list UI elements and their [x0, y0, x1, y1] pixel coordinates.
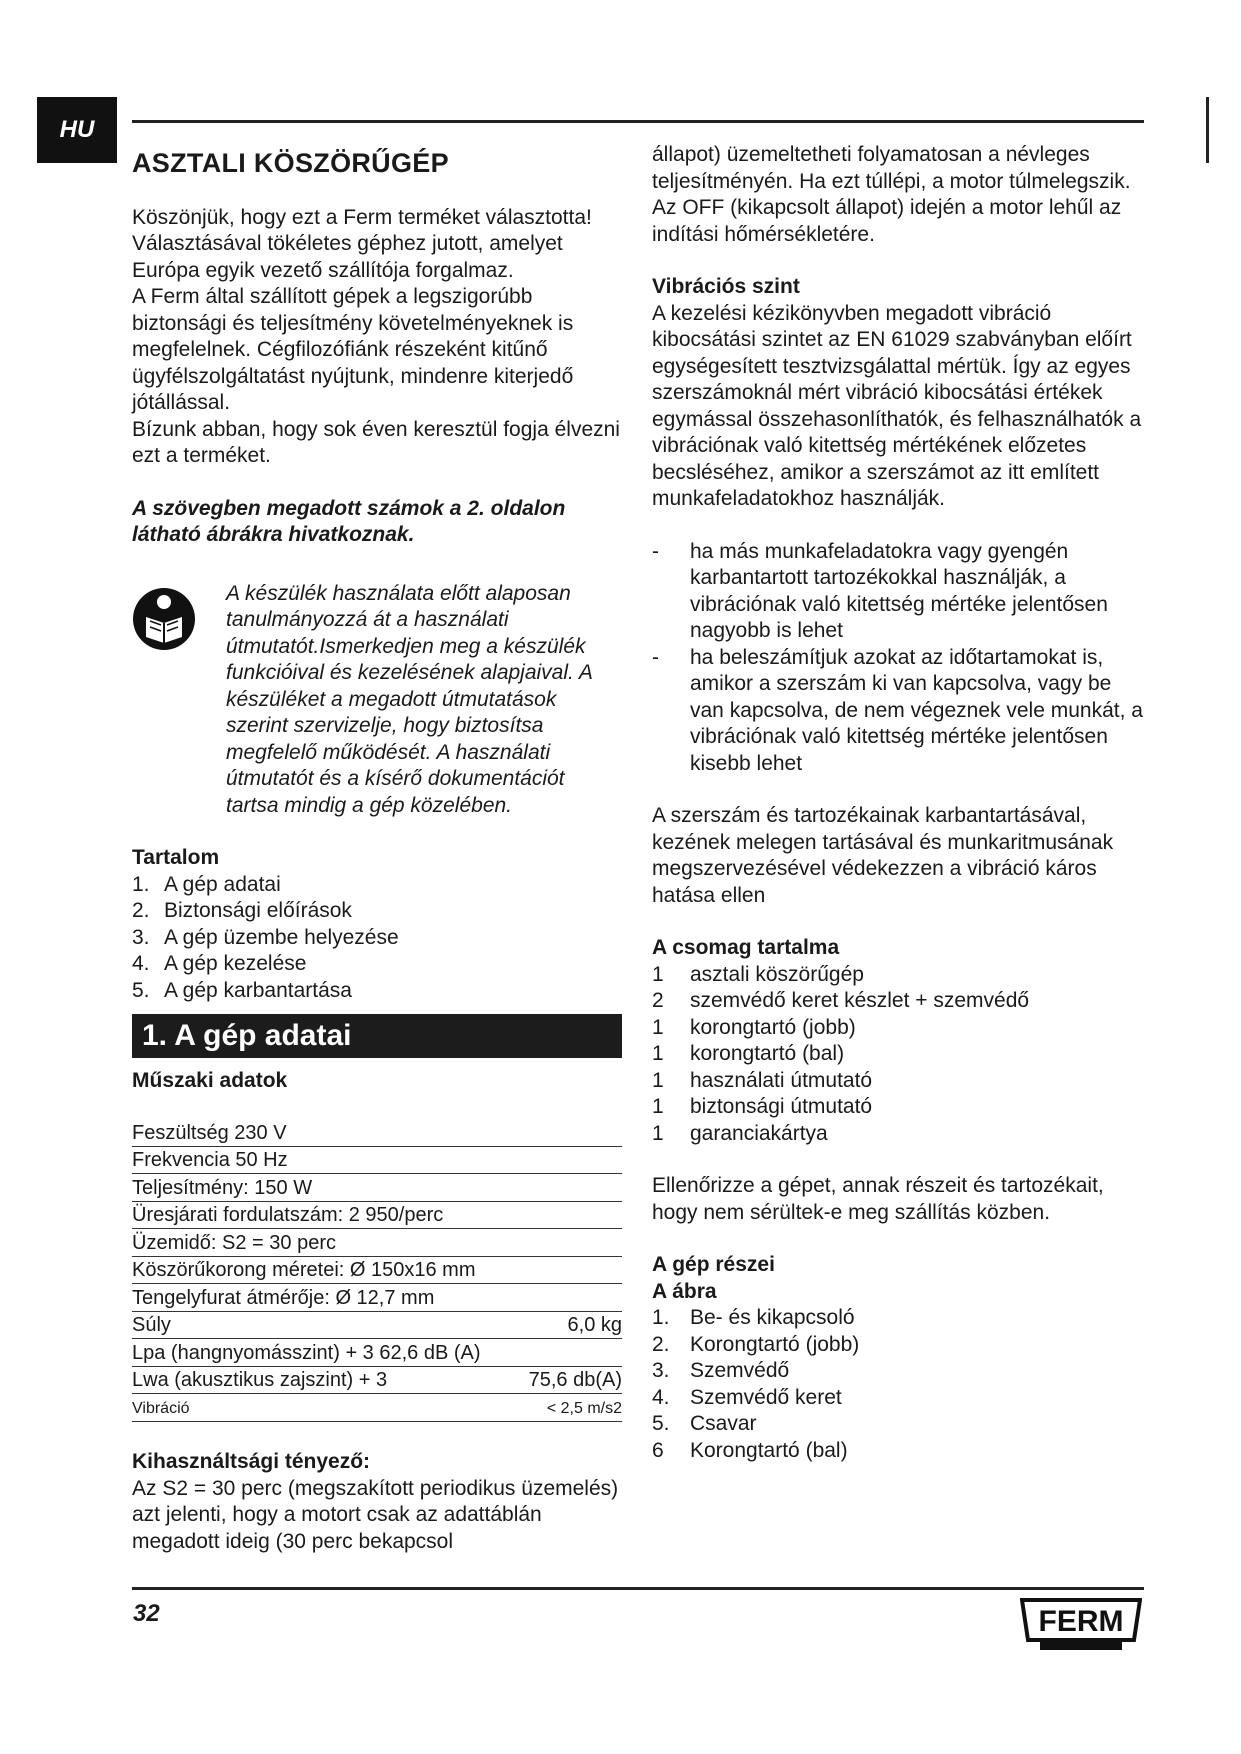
parts-list — [652, 1305, 1144, 1464]
qty: 1 — [652, 1068, 664, 1092]
part-label: Csavar — [690, 1412, 757, 1435]
spec-value: < 2,5 m/s2 — [546, 1399, 622, 1417]
intro-paragraph-3: Bízunk abban, hogy sok éven keresztül fogja élvezni ezt a terméket. — [132, 417, 620, 467]
bottom-rule — [132, 1587, 1144, 1590]
part-num: 3. — [652, 1359, 670, 1382]
page-number: 32 — [133, 1600, 160, 1627]
toc-label: A gép üzembe helyezése — [164, 925, 399, 949]
spec-label: Üzemidő: S2 = 30 perc — [132, 1231, 336, 1254]
qty: 1 — [652, 1095, 664, 1118]
spec-row — [132, 1176, 622, 1202]
bullet-text: ha beleszámítjuk azokat az időtartamokat is, amikor a szerszám ki van kapcsolva, vagy be van kapcsolva, de nem végeznek vele munkát, a vibrációnak való kitettség mértéke jelentősen kisebb lehet — [690, 645, 1143, 775]
ferm-logo — [1020, 1596, 1142, 1652]
toc-item — [132, 898, 622, 925]
part-label: Korongtartó (jobb) — [690, 1332, 860, 1356]
spec-row — [132, 1286, 622, 1312]
maintenance-text: A szerszám és tartozékainak karbantartásával, kezének melegen tartásával és munkaritmusának megszervezésével védekezzen a vibráció káros hatása ellen — [652, 804, 1114, 907]
list-item — [652, 1438, 1144, 1465]
spec-row — [132, 1396, 622, 1422]
list-item — [652, 1411, 1144, 1438]
package-heading: A csomag tartalma — [652, 936, 840, 959]
list-item — [652, 1041, 1144, 1068]
part-label: Szemvédő keret — [690, 1385, 842, 1409]
list-item — [652, 1305, 1144, 1332]
bullet-item — [652, 645, 1144, 778]
warning-block — [132, 581, 622, 820]
duty-heading: Kihasználtsági tényező: — [132, 1450, 371, 1473]
item-label: garanciakártya — [690, 1121, 828, 1145]
toc-num: 1. — [132, 872, 150, 896]
list-item — [652, 1068, 1144, 1095]
part-num: 1. — [652, 1306, 670, 1329]
spec-value: 75,6 db(A) — [528, 1369, 622, 1391]
spec-row — [132, 1121, 622, 1147]
package-list — [652, 962, 1144, 1148]
intro-paragraph-2: A Ferm által szállított gépek a legszigorúbb biztonsági és teljesítmény követelményeknek is megfelelnek. Cégfilozófiánk részeként kitűnő ügyfélszolgáltatást nyújtunk, mindenre kiterjedő jótállással. — [132, 285, 574, 414]
list-item — [652, 988, 1144, 1015]
item-label: használati útmutató — [690, 1068, 873, 1092]
spec-label: Teljesítmény: 150 W — [132, 1176, 313, 1199]
spec-label: Frekvencia 50 Hz — [132, 1149, 288, 1171]
read-manual-icon — [132, 587, 196, 651]
toc-item — [132, 951, 622, 978]
item-label: korongtartó (bal) — [690, 1042, 845, 1065]
parts-subheading: A ábra — [652, 1279, 717, 1303]
spec-row — [132, 1341, 622, 1367]
toc-num: 5. — [132, 978, 150, 1002]
spec-row — [132, 1313, 622, 1339]
bullet-text: ha más munkafeladatokra vagy gyengén karbantartott tartozékokkal használják, a vibrációnak való kitettség mértéke jelentősen nagyobb is lehet — [690, 539, 1108, 642]
qty: 2 — [652, 989, 664, 1012]
intro-paragraph-1: Köszönjük, hogy ezt a Ferm terméket választotta! Választásával tökéletes géphez jutott, amelyet Európa egyik vezető szállítója forgalmaz. — [132, 205, 592, 282]
list-item — [652, 1332, 1144, 1359]
spec-row — [132, 1148, 622, 1174]
list-item — [652, 1015, 1144, 1042]
warning-text: A készülék használata előtt alaposan tanulmányozzá át a használati útmutatót.Ismerkedjen meg a készülék funkcióival és kezelésének alapjaival. A készüléket a megadott útmutatások szerint szervizelje, hogy biztosítsa megfelelő működését. A használati útmutatót és a kísérő dokumentációt tartsa mindig a gép közelében. — [226, 581, 593, 817]
part-num: 5. — [652, 1412, 670, 1435]
page-title: ASZTALI KÖSZÖRŰGÉP — [132, 148, 449, 178]
bullet-item — [652, 539, 1144, 645]
right-column — [652, 142, 1144, 1464]
toc-label: A gép karbantartása — [164, 978, 352, 1002]
svg-text:FERM: FERM — [1038, 1605, 1124, 1638]
duty-text: Az S2 = 30 perc (megszakított periodikus üzemelés) azt jelenti, hogy a motort csak az adattáblán megadott ideig (30 perc bekapcsol — [132, 1476, 619, 1553]
spec-row — [132, 1203, 622, 1229]
toc-num: 3. — [132, 925, 150, 949]
duty-continuation: állapot) üzemeltetheti folyamatosan a névleges teljesítményén. Ha ezt túllépi, a motor túlmelegszik. Az OFF (kikapcsolt állapot) idején a motor lehűl az indítási hőmérsékletére. — [652, 143, 1131, 246]
bullet-dash: - — [652, 645, 659, 669]
figure-note: A szövegben megadott számok a 2. oldalon látható ábrákra hivatkoznak. — [132, 496, 566, 546]
spec-row — [132, 1231, 622, 1257]
list-item — [652, 1358, 1144, 1385]
spec-label: Köszörűkorong méretei: Ø 150x16 mm — [132, 1259, 476, 1281]
item-label: korongtartó (jobb) — [690, 1015, 856, 1039]
toc-label: Biztonsági előírások — [164, 899, 352, 922]
qty: 1 — [652, 962, 664, 986]
part-label: Be- és kikapcsoló — [690, 1306, 855, 1329]
list-item — [652, 1121, 1144, 1148]
toc-item — [132, 978, 622, 1005]
part-num: 2. — [652, 1332, 670, 1356]
parts-heading: A gép részei — [652, 1253, 775, 1276]
spec-label: Üresjárati fordulatszám: 2 950/perc — [132, 1204, 444, 1226]
toc-item — [132, 925, 622, 952]
spec-row — [132, 1258, 622, 1284]
spec-label: Lwa (akusztikus zajszint) + 3 — [132, 1369, 388, 1391]
part-label: Korongtartó (bal) — [690, 1438, 848, 1462]
item-label: szemvédő keret készlet + szemvédő — [690, 989, 1030, 1012]
spec-label: Tengelyfurat átmérője: Ø 12,7 mm — [132, 1286, 435, 1309]
spec-value: 6,0 kg — [567, 1314, 622, 1336]
table-of-contents — [132, 845, 622, 1004]
spec-label: Lpa (hangnyomásszint) + 3 62,6 dB (A) — [132, 1341, 481, 1364]
qty: 1 — [652, 1121, 664, 1145]
spec-label: Súly — [132, 1314, 171, 1336]
part-num: 6 — [652, 1438, 664, 1462]
list-item — [652, 1094, 1144, 1121]
part-label: Szemvédő — [690, 1359, 790, 1382]
toc-num: 2. — [132, 899, 150, 922]
vibration-heading: Vibrációs szint — [652, 275, 800, 298]
spec-label: Vibráció — [132, 1399, 190, 1417]
specs-heading: Műszaki adatok — [132, 1069, 288, 1092]
item-label: asztali köszörűgép — [690, 962, 864, 986]
side-mark — [1206, 97, 1209, 163]
toc-label: A gép kezelése — [164, 952, 307, 975]
part-num: 4. — [652, 1385, 670, 1409]
vibration-text: A kezelési kézikönyvben megadott vibráció kibocsátási szintet az EN 61029 szabványban előírt egységesített tesztvizsgálattal mértük. Így az egyes szerszámoknál mért vibráció kibocsátási értékek egymással összehasonlíthatók, és felhasználhatók a vibrációnak való kitettség mértékének előzetes becsléséhez, amikor a szerszámot az itt említett munkafeladatokhoz használják. — [652, 301, 1142, 510]
top-rule — [132, 120, 1144, 123]
check-text: Ellenőrizze a gépet, annak részeit és tartozékait, hogy nem sérültek-e meg szállítás közben. — [652, 1174, 1104, 1224]
toc-num: 4. — [132, 952, 150, 975]
toc-heading: Tartalom — [132, 846, 220, 869]
bullet-dash: - — [652, 539, 659, 563]
item-label: biztonsági útmutató — [690, 1095, 873, 1118]
section-heading-bar: 1. A gép adatai — [132, 1014, 622, 1058]
list-item — [652, 1385, 1144, 1412]
language-tab: HU — [37, 97, 117, 163]
toc-item — [132, 872, 622, 899]
toc-label: A gép adatai — [164, 872, 281, 896]
left-column — [132, 142, 622, 1555]
list-item — [652, 962, 1144, 989]
qty: 1 — [652, 1015, 664, 1039]
spec-label: Feszültség 230 V — [132, 1121, 287, 1144]
qty: 1 — [652, 1042, 664, 1065]
specs-table — [132, 1121, 622, 1422]
spec-row — [132, 1368, 622, 1394]
